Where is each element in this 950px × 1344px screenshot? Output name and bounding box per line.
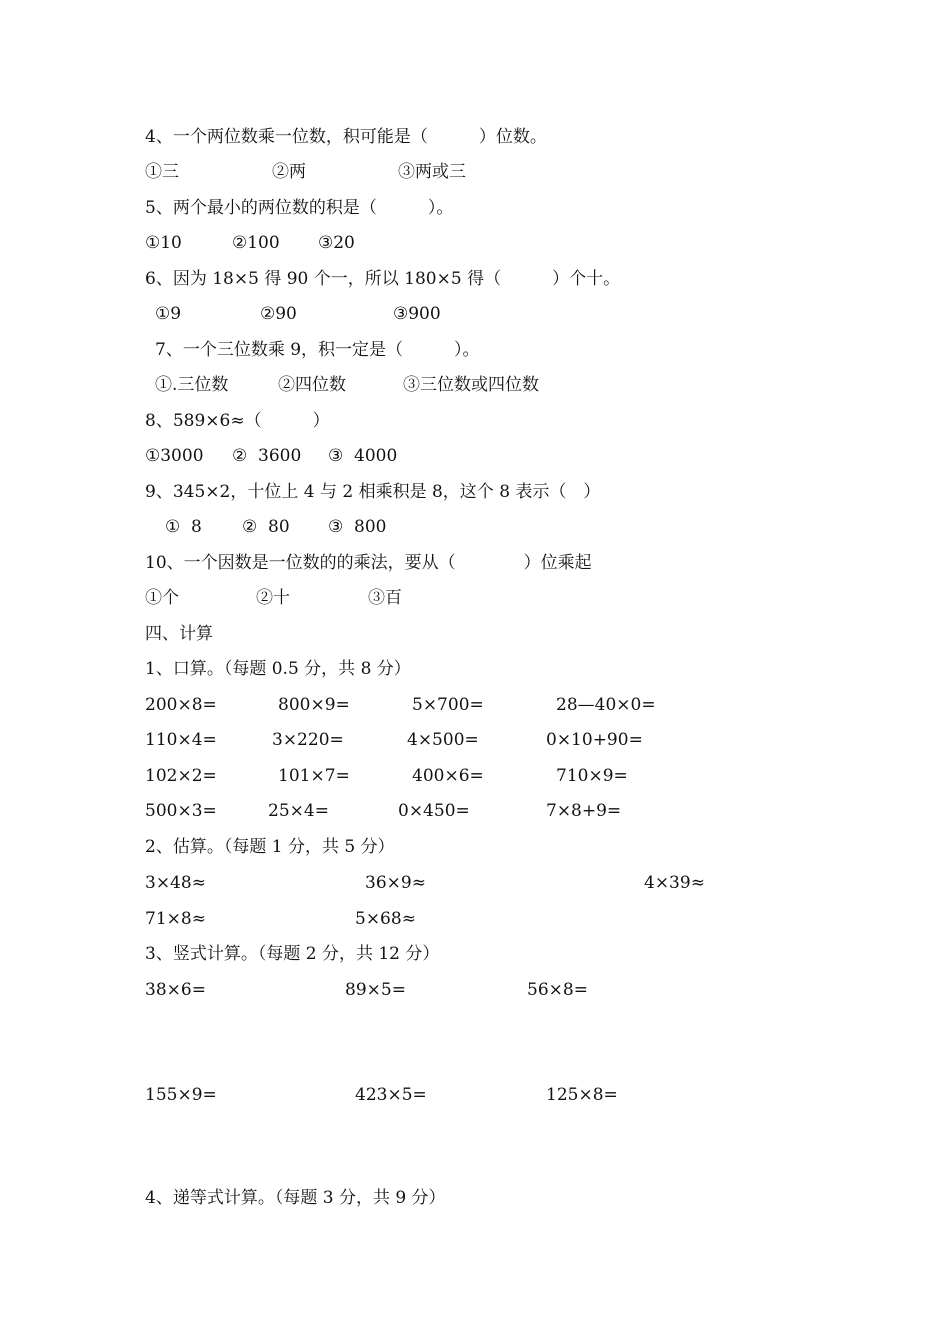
estimation-title: 2、估算。（每题 1 分，共 5 分） bbox=[145, 837, 395, 857]
question-7-option-3: ③三位数或四位数 bbox=[403, 375, 539, 395]
estimation-item: 3×48≈ bbox=[145, 873, 206, 893]
question-8-option-3: ③ 4000 bbox=[328, 446, 398, 466]
vertical-calc-item: 89×5= bbox=[345, 980, 406, 1000]
estimation-item: 5×68≈ bbox=[355, 909, 416, 929]
question-5-stem: 5、两个最小的两位数的积是（ ）。 bbox=[145, 198, 454, 218]
question-10-stem: 10、一个因数是一位数的的乘法，要从（ ）位乘起 bbox=[145, 553, 592, 573]
mental-math-item: 0×10+90= bbox=[546, 730, 643, 750]
question-5-option-2: ②100 bbox=[232, 233, 280, 253]
vertical-calc-item: 56×8= bbox=[527, 980, 588, 1000]
question-4-option-3: ③两或三 bbox=[398, 162, 466, 182]
mental-math-item: 5×700= bbox=[412, 695, 484, 715]
question-7-option-1: ①.三位数 bbox=[155, 375, 229, 395]
vertical-calc-item: 38×6= bbox=[145, 980, 206, 1000]
question-8-option-2: ② 3600 bbox=[232, 446, 302, 466]
mental-math-item: 400×6= bbox=[412, 766, 484, 786]
question-10-option-3: ③百 bbox=[368, 588, 402, 608]
question-4-option-1: ①三 bbox=[145, 162, 179, 182]
question-9-option-2: ② 80 bbox=[242, 517, 290, 537]
mental-math-item: 710×9= bbox=[556, 766, 628, 786]
estimation-item: 71×8≈ bbox=[145, 909, 206, 929]
vertical-calc-item: 155×9= bbox=[145, 1085, 217, 1105]
question-7-stem: 7、一个三位数乘 9，积一定是（ ）。 bbox=[155, 340, 480, 360]
question-6-option-2: ②90 bbox=[260, 304, 297, 324]
step-calc-title: 4、递等式计算。（每题 3 分，共 9 分） bbox=[145, 1188, 446, 1208]
mental-math-item: 28—40×0= bbox=[556, 695, 656, 715]
question-6-option-3: ③900 bbox=[393, 304, 441, 324]
question-4-stem: 4、一个两位数乘一位数，积可能是（ ）位数。 bbox=[145, 127, 547, 147]
vertical-calc-item: 125×8= bbox=[546, 1085, 618, 1105]
mental-math-item: 0×450= bbox=[398, 801, 470, 821]
section-4-title: 四、计算 bbox=[145, 624, 213, 644]
question-5-option-3: ③20 bbox=[318, 233, 355, 253]
question-9-option-1: ① 8 bbox=[165, 517, 202, 537]
mental-math-item: 110×4= bbox=[145, 730, 217, 750]
question-10-option-2: ②十 bbox=[256, 588, 290, 608]
question-8-stem: 8、589×6≈（ ） bbox=[145, 411, 330, 431]
estimation-item: 36×9≈ bbox=[365, 873, 426, 893]
mental-math-item: 101×7= bbox=[278, 766, 350, 786]
mental-math-item: 25×4= bbox=[268, 801, 329, 821]
question-7-option-2: ②四位数 bbox=[278, 375, 346, 395]
estimation-item: 4×39≈ bbox=[644, 873, 705, 893]
vertical-calc-item: 423×5= bbox=[355, 1085, 427, 1105]
mental-math-item: 200×8= bbox=[145, 695, 217, 715]
mental-math-item: 800×9= bbox=[278, 695, 350, 715]
question-9-option-3: ③ 800 bbox=[328, 517, 387, 537]
mental-math-item: 500×3= bbox=[145, 801, 217, 821]
vertical-calc-title: 3、竖式计算。（每题 2 分，共 12 分） bbox=[145, 944, 440, 964]
mental-math-title: 1、口算。（每题 0.5 分，共 8 分） bbox=[145, 659, 411, 679]
question-10-option-1: ①个 bbox=[145, 588, 179, 608]
question-4-option-2: ②两 bbox=[272, 162, 306, 182]
mental-math-item: 3×220= bbox=[272, 730, 344, 750]
question-8-option-1: ①3000 bbox=[145, 446, 204, 466]
mental-math-item: 7×8+9= bbox=[546, 801, 622, 821]
question-9-stem: 9、345×2，十位上 4 与 2 相乘积是 8，这个 8 表示（ ） bbox=[145, 482, 601, 502]
mental-math-item: 4×500= bbox=[407, 730, 479, 750]
question-6-option-1: ①9 bbox=[155, 304, 182, 324]
question-6-stem: 6、因为 18×5 得 90 个一，所以 180×5 得（ ）个十。 bbox=[145, 269, 621, 289]
mental-math-item: 102×2= bbox=[145, 766, 217, 786]
question-5-option-1: ①10 bbox=[145, 233, 182, 253]
